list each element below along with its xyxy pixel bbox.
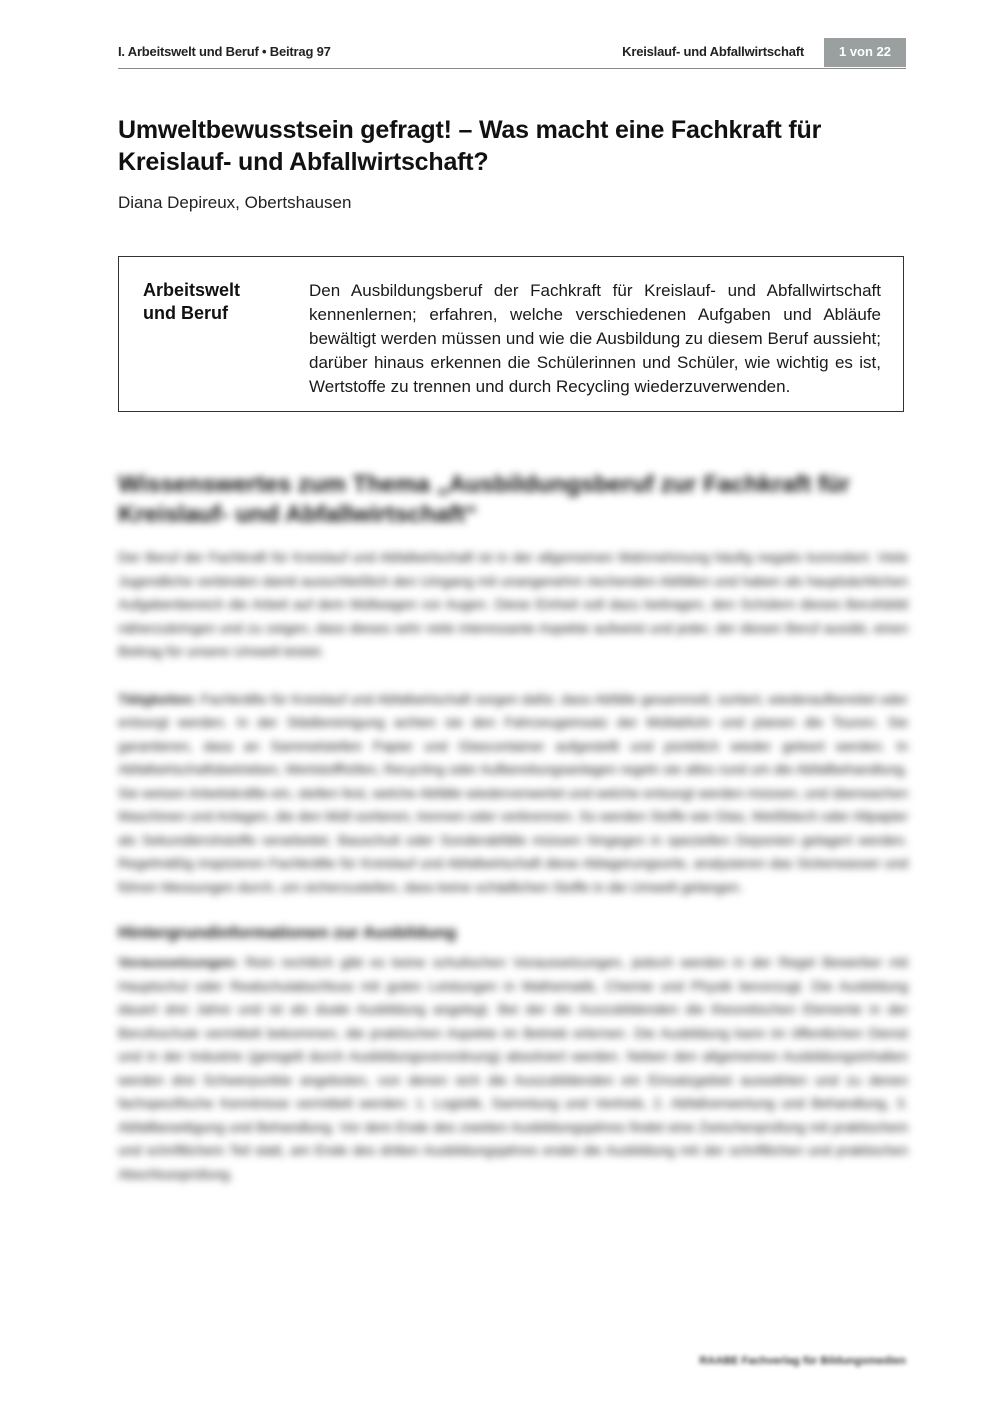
summary-box — [118, 256, 904, 412]
author-line: Diana Depireux, Obertshausen — [118, 193, 352, 212]
header-topic-label: Kreislauf- und Abfallwirtschaft — [622, 44, 804, 59]
header-section-label: I. Arbeitswelt und Beruf • Beitrag 97 — [118, 44, 331, 59]
publisher-footer: RAABE Fachverlag für Bildungsmedien — [699, 1355, 906, 1367]
blurred-paragraph-1: Der Beruf der Fachkraft für Kreislauf und Abfallwirtschaft ist in der allgemeinen Wahrnehmung häufig negativ konnotiert. Viele Jugendliche verbinden damit ausschließlich den Umgang mit unangenehm riechenden Abfällen und haben als hauptsächlichen Aufgabenbereich die Arbeit auf dem Müllwagen vor Augen. Diese Einheit soll dazu beitragen, den Schülern dieses Berufsbild näherzubringen und zu zeigen, dass dieses sehr viele interessante Aspekte aufweist und jeder, der diesen Beruf ausübt, einen Beitrag für unsere Umwelt leistet. — [118, 549, 908, 659]
blurred-paragraph-2-lead: Tätigkeiten: — [118, 690, 197, 707]
summary-box-text: Den Ausbildungsberuf der Fachkraft für Kreislauf- und Abfallwirtschaft kennenlernen; erfahren, welche verschiedenen Aufgaben und Abläufe bewältigt werden müssen und wie die Ausbildung zu diesem Beruf aussieht; darüber hinaus erkennen die Schülerinnen und Schüler, wie wichtig es ist, Wertstoffe zu trennen und durch Recycling wiederzuverwenden. — [309, 281, 881, 396]
blurred-subheading: Hintergrundinformationen zur Ausbildung — [118, 923, 457, 942]
box-label-line-1: Arbeitswelt — [143, 280, 241, 300]
blurred-section-heading: Wissenswertes zum Thema „Ausbildungsberuf zur Fachkraft für Kreislauf- und Abfallwirtschaft“ — [118, 471, 850, 528]
blurred-preview-content — [118, 470, 908, 1210]
summary-box-label — [143, 279, 273, 325]
page-number-badge: 1 von 22 — [824, 38, 906, 67]
blurred-paragraph-3-lead: Voraussetzungen: — [118, 954, 239, 970]
box-label-line-2: und Beruf — [143, 303, 228, 323]
title-line-2: Kreislauf- und Abfallwirtschaft? — [118, 148, 489, 176]
page-title — [118, 114, 918, 178]
blurred-paragraph-3 — [118, 951, 908, 1186]
blurred-paragraph-2 — [118, 688, 908, 900]
blurred-paragraph-2-body: Fachkräfte für Kreislauf und Abfallwirtschaft sorgen dafür, dass Abfälle gesammelt, sortiert, wiederaufbereitet oder entsorgt werden. In der Städtereinigung achten sie den Fahrzeugeinsatz der Müllabfuhr und planen die Touren. Sie garantieren, dass an Sammelstellen Papier und Glascontainer aufgestellt und pünktlich wieder geleert werden. In Abfallwirtschaftsbetrieben, Wertstoffhöfen, Recycling oder Aufbereitungsanlagen regeln sie alles rund um die Abfallbehandlung. Sie weisen Arbeitskräfte ein, stellen fest, welche Abfälle wiederverwertet und welche entsorgt werden müssen, und überwachen Maschinen und Anlagen, die den Müll sortieren, trennen oder verbrennen. So werden Stoffe wie Glas, Weißblech oder Altpapier als Sekundärrohstoffe verarbeitet. Bauschutt oder Sonderabfälle müssen hingegen in speziellen Deponien gelagert werden. Regelmäßig inspizieren Fachkräfte für Kreislauf und Abfallwirtschaft diese Ablagerungsorte, analysieren das Sickerwasser und führen Messungen durch, um sicherzustellen, dass keine schädlichen Stoffe in die Umwelt gelangen. — [118, 690, 908, 895]
running-header — [118, 38, 906, 69]
blurred-paragraph-3-body: Rein rechtlich gibt es keine schulischen Voraussetzungen, jedoch werden in der Regel Bewerber mit Hauptschul oder Realschulabschluss mit guten Leistungen in Mathematik, Chemie und Physik bevorzugt. Die Ausbildung dauert drei Jahre und ist als duale Ausbildung angelegt. Bei der die Auszubildenden die theoretischen Elemente in der Berufsschule vermittelt bekommen, die praktischen Aspekte im Betrieb erlernen. Die Ausbildung kann im öffentlichen Dienst und in der Industrie (geregelt durch Ausbildungsverordnung) absolviert werden. Neben den allgemeinen Ausbildungsinhalten werden drei Schwerpunkte angeboten, von denen sich die Auszubildenden ein Einsatzgebiet auswählen und zu denen fachspezifische Kenntnisse vermittelt werden: 1. Logistik, Sammlung und Vertrieb, 2. Abfallverwertung und Behandlung, 3. Abfallbeseitigung und Behandlung. Vor dem Ende des zweiten Ausbildungsjahres findet eine Zwischenprüfung mit praktischem und schriftlichem Teil statt, am Ende des dritten Ausbildungsjahres endet die Ausbildung mit der schriftlichen und praktischen Abschlussprüfung. — [118, 954, 908, 1182]
title-line-1: Umweltbewusstsein gefragt! – Was macht eine Fachkraft für — [118, 116, 822, 144]
